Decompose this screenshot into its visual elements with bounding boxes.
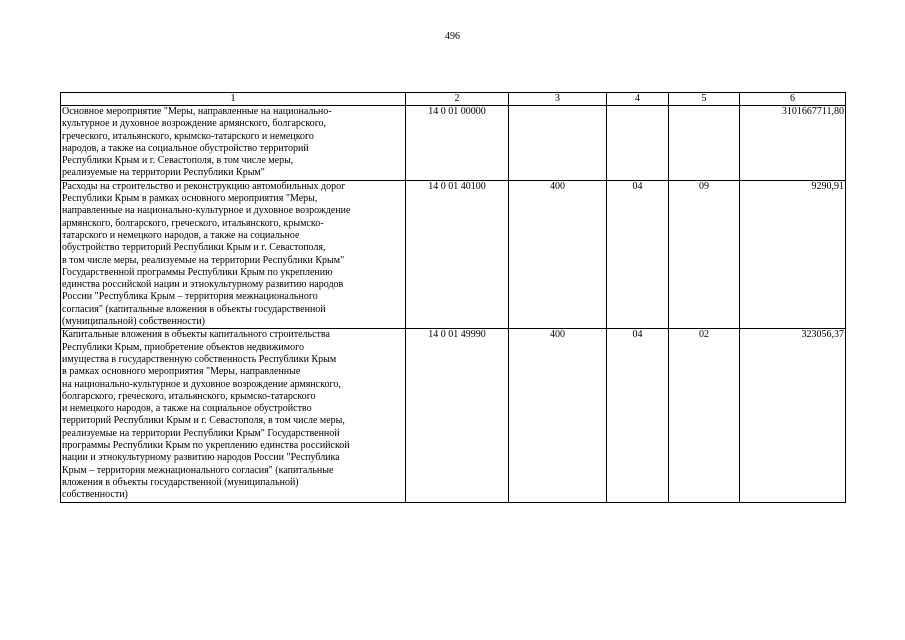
header-col-1: 1 — [61, 93, 406, 106]
row-col4: 04 — [607, 180, 669, 329]
row-col5 — [669, 106, 740, 181]
row-col3: 400 — [509, 329, 607, 502]
row-description: Капитальные вложения в объекты капитального строительства Республики Крым, приобретение объектов недвижимого имущества в государственную собственность Республики Крым в рамках основного мероприятия "Меры, направленные на национально-культурное и духовное возрождение армянского, болгарского, греческого, итальянского, крымско-татарского и немецкого народов, а также на социальное обустройство территорий Республики Крым и г. Севастополя, в том числе меры, реализуемые на территории Республики Крым" Государственной программы Республики Крым по укреплению единства российской нации и этнокультурному развитию народов России "Республика Крым – территория межнационального согласия" (капитальные вложения в объекты государственной (муниципальной) собственности) — [61, 329, 406, 502]
header-col-2: 2 — [406, 93, 509, 106]
budget-table — [60, 92, 846, 503]
table-row — [61, 180, 846, 329]
header-col-4: 4 — [607, 93, 669, 106]
row-amount: 9290,91 — [740, 180, 846, 329]
page-number: 496 — [445, 31, 460, 42]
row-description: Основное мероприятие "Меры, направленные на национально- культурное и духовное возрождение армянского, болгарского, греческого, итальянского, крымско-татарского и немецкого народов, а также на социальное обустройство территорий Республики Крым и г. Севастополя, в том числе меры, реализуемые на территории Республики Крым" — [61, 106, 406, 181]
table-row — [61, 329, 846, 502]
table-row — [61, 106, 846, 181]
row-amount: 323056,37 — [740, 329, 846, 502]
row-description: Расходы на строительство и реконструкцию автомобильных дорог Республики Крым в рамках основного мероприятия "Меры, направленные на национально-культурное и духовное возрождение армянского, болгарского, греческого, итальянского, крымско- татарского и немецкого народов, а также на социальное обустройство территорий Республики Крым и г. Севастополя, в том числе меры, реализуемые на территории Республики Крым" Государственной программы Республики Крым по укреплению единства российской нации и этнокультурному развитию народов России "Республика Крым – территория межнационального согласия" (капитальные вложения в объекты государственной (муниципальной) собственности) — [61, 180, 406, 329]
row-code: 14 0 01 40100 — [406, 180, 509, 329]
header-col-6: 6 — [740, 93, 846, 106]
row-col4 — [607, 106, 669, 181]
table-header-row — [61, 93, 846, 106]
row-col5: 09 — [669, 180, 740, 329]
row-code: 14 0 01 49990 — [406, 329, 509, 502]
row-code: 14 0 01 00000 — [406, 106, 509, 181]
header-col-3: 3 — [509, 93, 607, 106]
header-col-5: 5 — [669, 93, 740, 106]
row-col4: 04 — [607, 329, 669, 502]
row-col3 — [509, 106, 607, 181]
row-col3: 400 — [509, 180, 607, 329]
row-col5: 02 — [669, 329, 740, 502]
row-amount: 3101667711,80 — [740, 106, 846, 181]
